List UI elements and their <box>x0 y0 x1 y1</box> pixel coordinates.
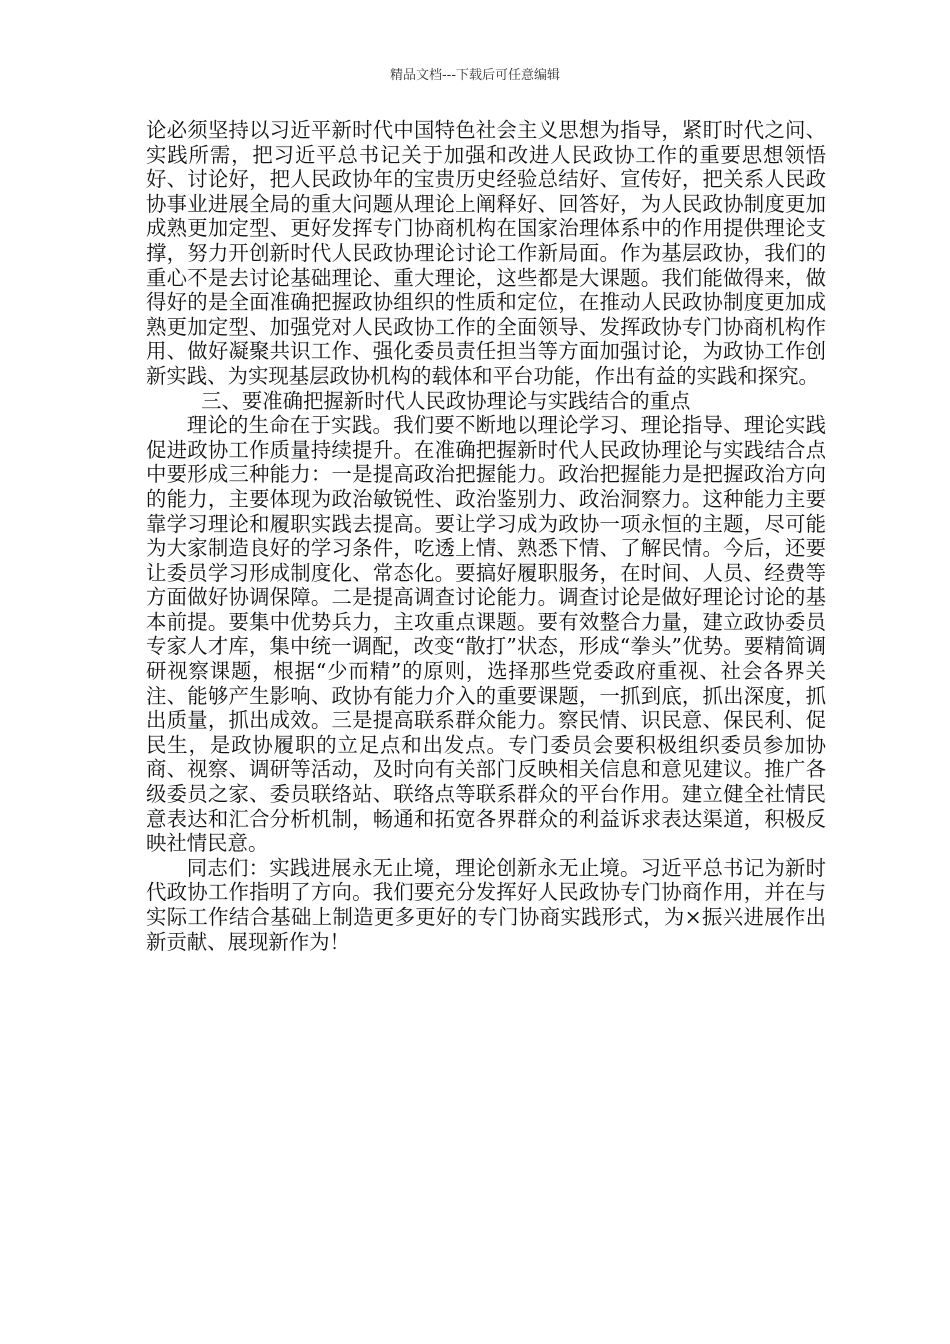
paragraph-1: 论必须坚持以习近平新时代中国特色社会主义思想为指导，紧盯时代之问、实践所需，把习近平总书记关于加强和改进人民政协工作的重要思想领悟好、讨论好，把人民政协年的宝贵历史经验总结好、宣传好，把关系人民政协事业进展全局的重大问题从理论上阐释好、回答好，为人民政协制度更加成熟更加定型、更好发挥专门协商机构在国家治理体系中的作用提供理论支撑，努力开创新时代人民政协理论讨论工作新局面。作为基层政协，我们的重心不是去讨论基础理论、重大理论，这些都是大课题。我们能做得来，做得好的是全面准确把握政协组织的性质和定位，在推动人民政协制度更加成熟更加定型、加强党对人民政协工作的全面领导、发挥政协专门协商机构作用、做好凝聚共识工作、强化委员责任担当等方面加强讨论，为政协工作创新实践、为实现基层政协机构的载体和平台功能，作出有益的实践和探究。 <box>146 118 826 388</box>
paragraph-3: 同志们：实践进展永无止境，理论创新永无止境。习近平总书记为新时代政协工作指明了方向。我们要充分发挥好人民政协专门协商作用，并在与实际工作结合基础上制造更多更好的专门协商实践形式，为×振兴进展作出新贡献、展现新作为！ <box>146 855 826 954</box>
paragraph-2: 理论的生命在于实践。我们要不断地以理论学习、理论指导、理论实践促进政协工作质量持续提升。在准确把握新时代人民政协理论与实践结合点中要形成三种能力：一是提高政治把握能力。政治把握能力是把握政治方向的能力，主要体现为政治敏锐性、政治鉴别力、政治洞察力。这种能力主要靠学习理论和履职实践去提高。要让学习成为政协一项永恒的主题，尽可能为大家制造良好的学习条件，吃透上情、熟悉下情、了解民情。今后，还要让委员学习形成制度化、常态化。要搞好履职服务，在时间、人员、经费等方面做好协调保障。二是提高调查讨论能力。调查讨论是做好理论讨论的基本前提。要集中优势兵力，主攻重点课题。要有效整合力量，建立政协委员专家人才库，集中统一调配，改变“散打”状态，形成“拳头”优势。要精简调研视察课题，根据“少而精”的原则，选择那些党委政府重视、社会各界关注、能够产生影响、政协有能力介入的重要课题，一抓到底，抓出深度，抓出质量，抓出成效。三是提高联系群众能力。察民情、识民意、保民利、促民生，是政协履职的立足点和出发点。专门委员会要积极组织委员参加协商、视察、调研等活动，及时向有关部门反映相关信息和意见建议。推广各级委员之家、委员联络站、联络点等联系群众的平台作用。建立健全社情民意表达和汇合分析机制，畅通和拓宽各界群众的利益诉求表达渠道，积极反映社情民意。 <box>146 413 826 856</box>
section-heading-3: 三、要准确把握新时代人民政协理论与实践结合的重点 <box>201 388 691 413</box>
page-header: 精品文档---下载后可任意编辑 <box>389 68 561 83</box>
document-body <box>146 118 826 954</box>
